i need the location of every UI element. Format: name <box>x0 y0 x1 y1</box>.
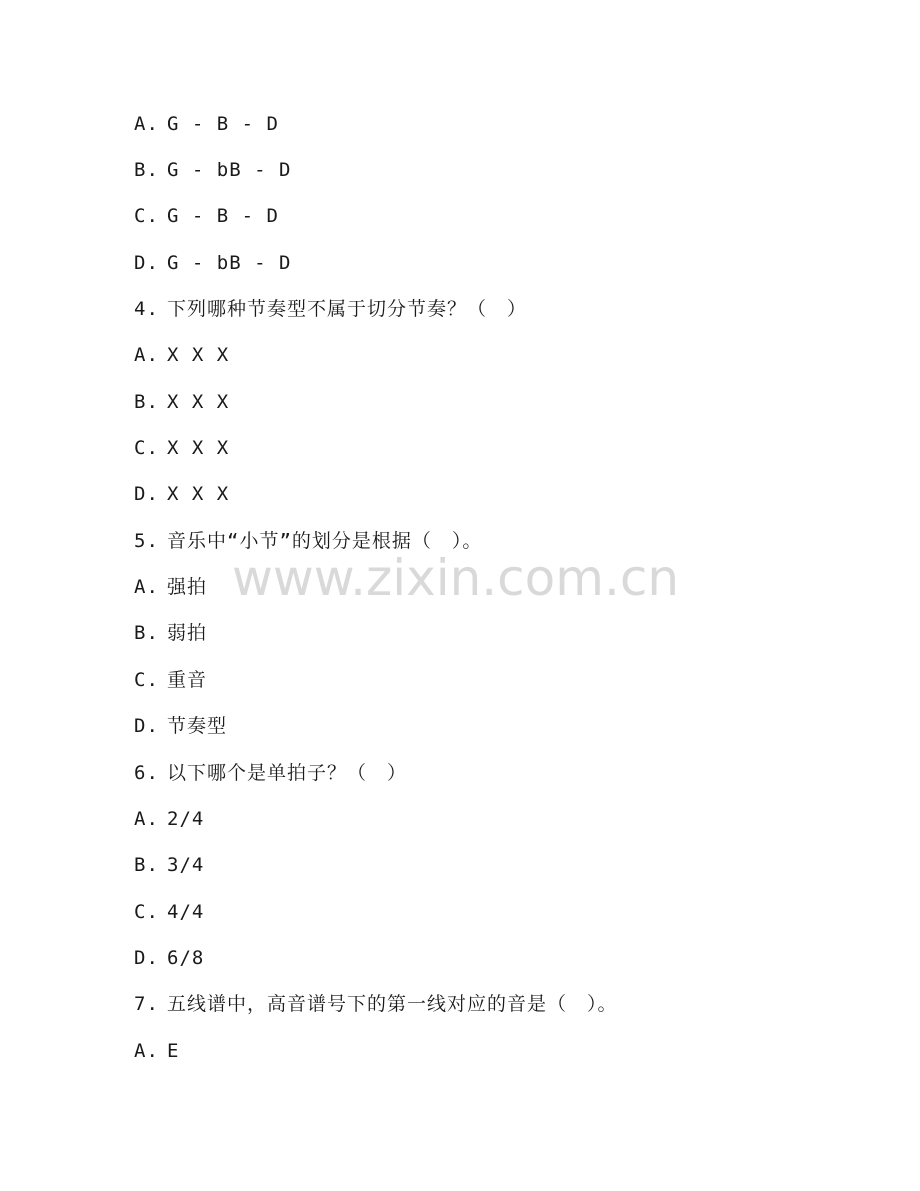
option-label: C. <box>134 205 159 227</box>
option-text: 2/4 <box>167 808 205 830</box>
option-label: A. <box>134 808 159 830</box>
option-label: B. <box>134 391 159 413</box>
question-text: 五线谱中，高音谱号下的第一线对应的音是（ ）。 <box>167 993 618 1015</box>
option-label: B. <box>134 854 159 876</box>
option-label: D. <box>134 252 159 274</box>
option-label: C. <box>134 901 159 923</box>
option-label: C. <box>134 669 159 691</box>
watermark: www.zixin.com.cn <box>232 549 680 607</box>
option-c-q3 <box>134 204 279 228</box>
question-4 <box>134 297 527 321</box>
option-label: A. <box>134 344 159 366</box>
question-number: 7. <box>134 993 159 1015</box>
option-text: 4/4 <box>167 901 205 923</box>
option-text: G - B - D <box>167 205 279 227</box>
option-a-q3 <box>134 112 279 136</box>
option-d-q3 <box>134 251 291 275</box>
option-c-q5 <box>134 668 207 692</box>
option-a-q6 <box>134 807 204 831</box>
option-a-q5 <box>134 575 207 599</box>
option-text: G - bB - D <box>167 252 292 274</box>
option-label: A. <box>134 113 159 135</box>
option-text: 6/8 <box>167 947 205 969</box>
option-label: B. <box>134 159 159 181</box>
option-label: D. <box>134 947 159 969</box>
option-text: G - B - D <box>167 113 279 135</box>
option-text: 节奏型 <box>167 715 228 737</box>
option-label: C. <box>134 437 159 459</box>
option-text: X X X <box>167 437 230 459</box>
option-text: 弱拍 <box>167 622 208 644</box>
question-number: 5. <box>134 530 159 552</box>
question-text: 下列哪种节奏型不属于切分节奏？（ ） <box>167 298 528 320</box>
option-label: A. <box>134 1040 159 1062</box>
option-b-q5 <box>134 621 207 645</box>
option-text: X X X <box>167 391 230 413</box>
option-d-q5 <box>134 714 227 738</box>
option-text: 强拍 <box>167 576 208 598</box>
option-c-q4 <box>134 436 229 460</box>
option-text: 重音 <box>167 669 208 691</box>
option-text: X X X <box>167 483 230 505</box>
option-text: X X X <box>167 344 230 366</box>
option-text: G - bB - D <box>167 159 292 181</box>
option-b-q4 <box>134 390 229 414</box>
question-7 <box>134 992 618 1016</box>
option-c-q6 <box>134 900 204 924</box>
option-label: B. <box>134 622 159 644</box>
option-b-q3 <box>134 158 291 182</box>
question-6 <box>134 761 407 785</box>
option-label: A. <box>134 576 159 598</box>
option-text: E <box>167 1040 180 1062</box>
option-d-q6 <box>134 946 204 970</box>
question-text: 音乐中“小节”的划分是根据（ ）。 <box>167 530 483 552</box>
option-a-q7 <box>134 1039 179 1063</box>
option-label: D. <box>134 483 159 505</box>
question-number: 6. <box>134 762 159 784</box>
option-text: 3/4 <box>167 854 205 876</box>
question-text: 以下哪个是单拍子？（ ） <box>167 762 408 784</box>
option-a-q4 <box>134 343 229 367</box>
question-number: 4. <box>134 298 159 320</box>
option-label: D. <box>134 715 159 737</box>
option-b-q6 <box>134 853 204 877</box>
option-d-q4 <box>134 482 229 506</box>
